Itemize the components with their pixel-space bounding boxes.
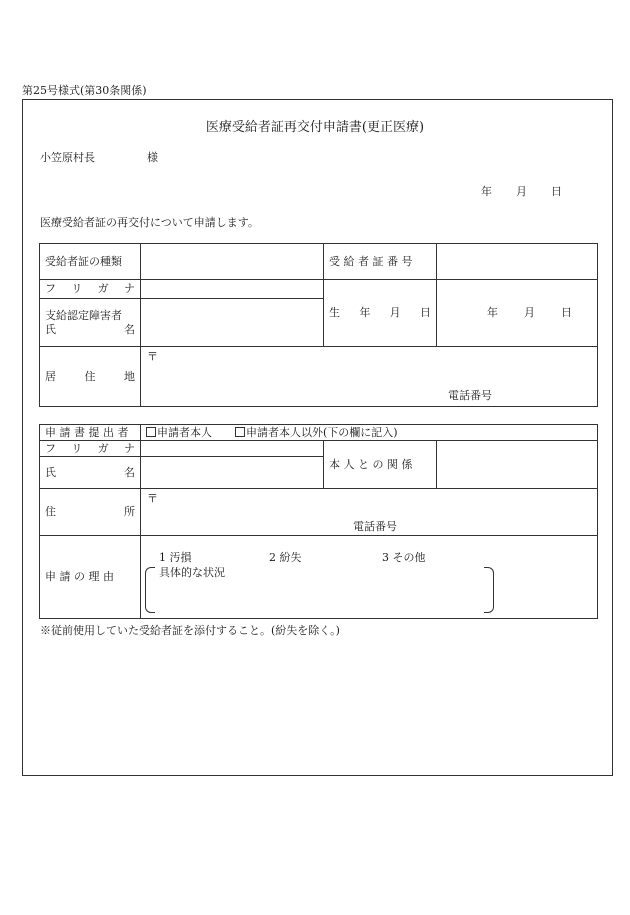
- relation-field[interactable]: [437, 441, 598, 489]
- reason-option-soil[interactable]: 1 汚損: [159, 551, 192, 564]
- detail-label: 具体的な状況: [159, 566, 225, 579]
- cert-type-label: 受給者証の種類: [40, 244, 141, 280]
- residence-field[interactable]: [141, 347, 598, 407]
- reason-option-lost[interactable]: 2 紛失: [269, 551, 302, 564]
- reason-field[interactable]: [141, 536, 598, 619]
- checkbox-self[interactable]: [146, 427, 156, 437]
- date-year-label: 年: [481, 185, 492, 198]
- form-title: 医療受給者証再交付申請書(更正医療): [205, 120, 425, 135]
- bracket-right: [484, 567, 494, 613]
- relation-label: 本 人 と の 関 係: [324, 441, 437, 489]
- furigana-label: フ リ ガ ナ: [40, 280, 141, 299]
- submitter-table: [39, 424, 598, 619]
- person-name-field[interactable]: [141, 299, 324, 347]
- furigana-field[interactable]: [141, 280, 324, 299]
- recipient-table: [39, 243, 598, 407]
- submitter-furigana-label: フ リ ガ ナ: [40, 441, 141, 457]
- birth-label: 生 年 月 日: [324, 280, 437, 347]
- submitter-options: [141, 425, 598, 441]
- option-self[interactable]: 申請者本人: [146, 426, 212, 439]
- birth-date-field[interactable]: 年 月 日: [437, 280, 598, 347]
- postal-mark: 〒: [147, 350, 158, 363]
- cert-number-field[interactable]: [437, 244, 598, 280]
- intro-text: 医療受給者証の再交付について申請します。: [40, 216, 259, 229]
- phone-label: 電話番号: [448, 389, 492, 402]
- residence-label: 居 住 地: [40, 347, 141, 407]
- submitter-address-field[interactable]: [141, 489, 598, 536]
- reason-label: 申 請 の 理 由: [40, 536, 141, 619]
- submitter-name-field[interactable]: [141, 457, 324, 489]
- submitter-postal-mark: 〒: [147, 492, 158, 505]
- form-number: 第25号様式(第30条関係): [22, 84, 147, 97]
- checkbox-other[interactable]: [235, 427, 245, 437]
- addressee-name: 小笠原村長: [40, 151, 95, 164]
- cert-number-label: 受 給 者 証 番 号: [324, 244, 437, 280]
- date-day-label: 日: [551, 185, 562, 198]
- submitter-name-label: 氏 名: [40, 457, 141, 489]
- submitter-address-label: 住 所: [40, 489, 141, 536]
- date-month-label: 月: [516, 185, 527, 198]
- reason-option-other[interactable]: 3 その他: [382, 551, 426, 564]
- addressee-honorific: 様: [147, 151, 158, 164]
- bracket-left: [145, 567, 155, 613]
- attachment-note: ※従前使用していた受給者証を添付すること。(紛失を除く。): [40, 624, 340, 637]
- submitter-phone-label: 電話番号: [353, 520, 397, 533]
- person-name-label: 支給認定障害者 氏 名: [40, 299, 141, 347]
- cert-type-field[interactable]: [141, 244, 324, 280]
- submitter-furigana-field[interactable]: [141, 441, 324, 457]
- option-other[interactable]: 申請者本人以外(下の欄に記入): [235, 426, 398, 439]
- submitter-label: 申 請 書 提 出 者: [40, 425, 141, 441]
